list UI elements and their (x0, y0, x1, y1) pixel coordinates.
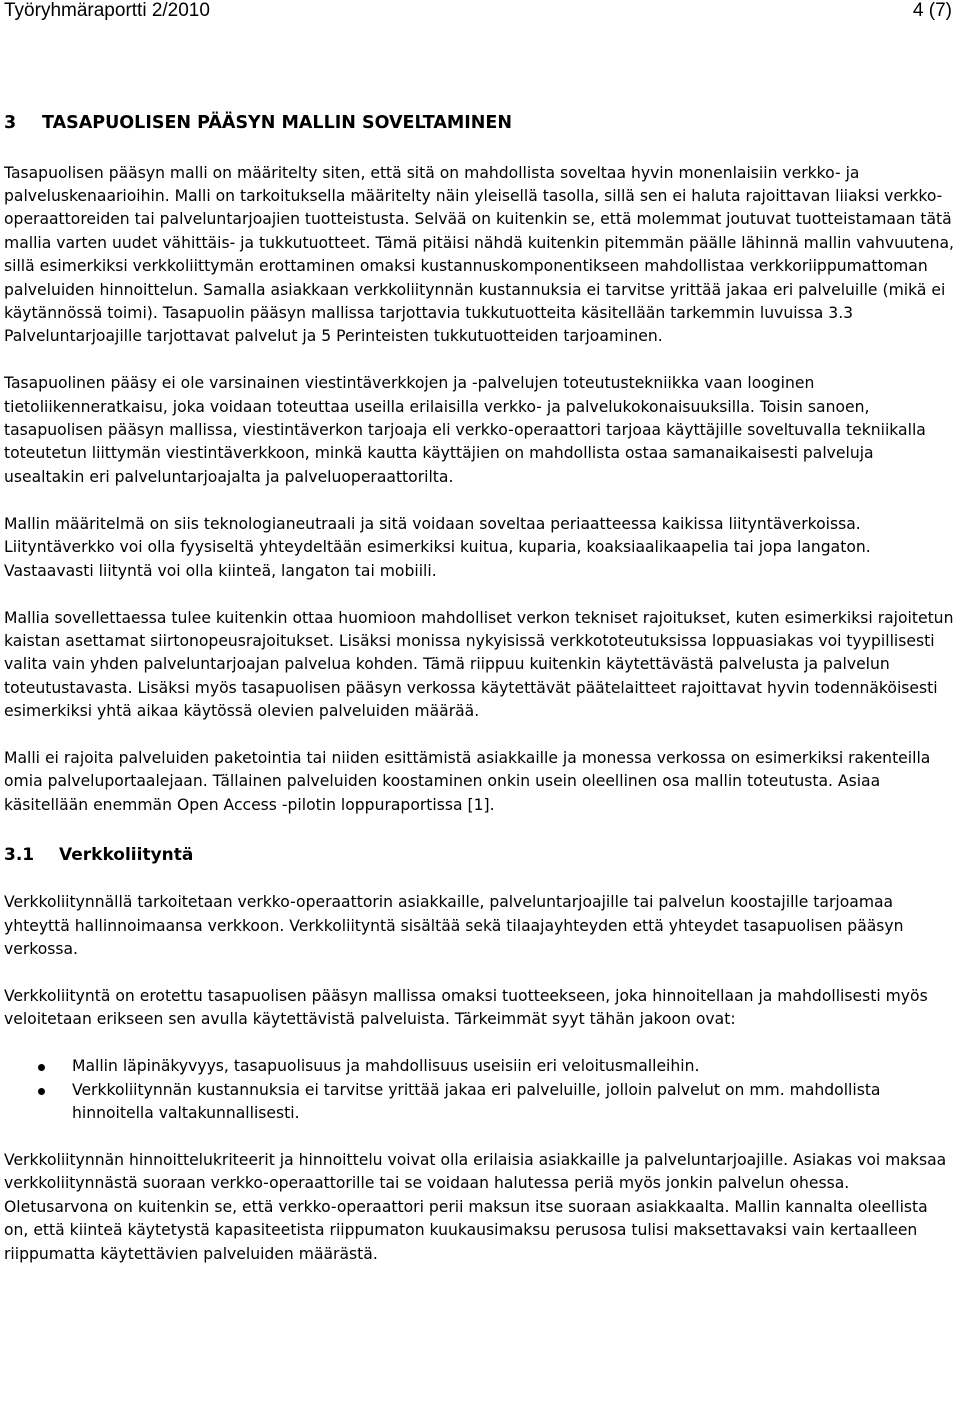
section-title: TASAPUOLISEN PÄÄSYN MALLIN SOVELTAMINEN (42, 113, 513, 133)
document-page (4, 0, 956, 1266)
bullet-list (4, 1055, 956, 1125)
document-id: Työryhmäraportti 2/2010 (4, 0, 210, 21)
list-item-text: Verkkoliitynnän kustannuksia ei tarvitse yrittää jakaa eri palveluille, jolloin palvelut on mm. mahdollista hinnoitella valtakunnallisesti. (72, 1080, 881, 1123)
subsection-title: Verkkoliityntä (59, 845, 194, 866)
page-number: 4 (7) (912, 0, 952, 21)
bullet-icon (38, 1064, 45, 1071)
list-item (4, 1079, 956, 1126)
paragraph: Mallia sovellettaessa tulee kuitenkin ottaa huomioon mahdolliset verkon tekniset rajoitukset, kuten esimerkiksi rajoitetun kaistan asettamat siirtonopeusrajoitukset. Lisäksi monissa nykyisissä verkkototeutuksissa loppuasiakas voi tyypillisesti valita vain yhden palveluntarjoajan palvelua kohden. Tämä riippuu kuitenkin käytettävästä palvelusta ja palvelun toteutustavasta. Lisäksi myös tasapuolisen pääsyn verkossa käytettävät päätelaitteet rajoittavat hyvin todennäköisesti esimerkiksi yhtä aikaa käytössä olevien palveluiden määrää. (4, 608, 954, 721)
bullet-icon (38, 1088, 45, 1095)
paragraph: Verkkoliityntä on erotettu tasapuolisen pääsyn mallissa omaksi tuotteekseen, joka hinnoitellaan ja mahdollisesti myös veloitetaan erikseen sen avulla käytettävistä palveluista. Tärkeimmät syyt tähän jakoon ovat: (4, 986, 928, 1029)
page-header (4, 0, 956, 24)
list-item-text: Mallin läpinäkyvyys, tasapuolisuus ja mahdollisuus useisiin eri veloitusmalleihin. (72, 1057, 700, 1076)
subsection-heading (4, 844, 956, 868)
paragraph: Malli ei rajoita palveluiden paketointia tai niiden esittämistä asiakkaille ja monessa verkossa on esimerkiksi rakenteilla omia palveluportaalejaan. Tällainen palveluiden koostaminen onkin usein oleellinen osa mallin toteutusta. Asiaa käsitellään enemmän Open Access -pilotin loppuraportissa [1]. (4, 749, 931, 814)
paragraph: Verkkoliitynnällä tarkoitetaan verkko-operaattorin asiakkaille, palveluntarjoajille tai palvelun koostajille tarjoamaa yhteyttä hallinnoimaansa verkkoon. Verkkoliityntä sisältää sekä tilaajayhteyden että yhteydet tasapuolisen pääsyn verkossa. (4, 893, 904, 959)
section-number: 3 (4, 113, 17, 133)
paragraph: Tasapuolinen pääsy ei ole varsinainen viestintäverkkojen ja -palvelujen toteutustekniikka vaan looginen tietoliikenneratkaisu, joka voidaan toteuttaa useilla erilaisilla verkko- ja palvelukokonaisuuksilla. Toisin sanoen, tasapuolisen pääsyn mallissa, viestintäverkon tarjoaja eli verkko-operaattori tarjoaa käyttäjille soveltuvalla tekniikalla toteutetun liittymän viestintäverkkoon, minkä kautta käyttäjien on mahdollista ostaa samanaikaisesti palveluja usealtakin eri palveluntarjoajalta ja palveluoperaattorilta. (4, 374, 926, 486)
paragraph: Tasapuolisen pääsyn malli on määritelty siten, että sitä on mahdollista soveltaa hyvin monenlaisiin verkko- ja palveluskenaarioihin. Malli on tarkoituksella määritelty näin yleisellä tasolla, sillä sen ei haluta rajoittavan liiaksi verkko-operaattoreiden tai palveluntarjoajien tuotteistusta. Selvää on kuitenkin se, että molemmat joutuvat tuotteistamaan tätä mallia varten uudet vähittäis- ja tukkutuotteet. Tämä pitäisi nähdä kuitenkin pitemmän päälle lähinnä mallin vahvuutena, sillä esimerkiksi verkkoliittymän erottaminen omaksi kustannuskomponentikseen mahdollistaa verkkoriippumattoman palveluiden hinnoittelun. Samalla asiakkaan verkkoliitynnän kustannuksia ei tarvitse yrittää jakaa eri palveluille (mikä ei käytännössä toimi). Tasapuolin pääsyn mallissa tarjottavia tukkutuotteita käsitellään tarkemmin luvuissa 3.3 Palveluntarjoajille tarjottavat palvelut ja 5 Perinteisten tukkutuotteiden tarjoaminen. (4, 163, 955, 346)
paragraph: Verkkoliitynnän hinnoittelukriteerit ja hinnoittelu voivat olla erilaisia asiakkaille ja palveluntarjoajille. Asiakas voi maksaa verkkoliitynnästä suoraan verkko-operaattorille tai se voidaan halutessa periä myös jonkin palvelun ohessa. Oletusarvona on kuitenkin se, että verkko-operaattori perii maksun itse suoraan asiakkaalta. Mallin kannalta oleellista on, että kiinteä käytetystä kapasiteetista riippumaton kuukausimaksu perusosa tulisi maksettavaksi vain kertaalleen riippumatta käytettävien palveluiden määrästä. (4, 1151, 947, 1263)
paragraph: Mallin määritelmä on siis teknologianeutraali ja sitä voidaan soveltaa periaatteessa kaikissa liityntäverkoissa. Liityntäverkko voi olla fyysiseltä yhteydeltään esimerkiksi kuitua, kuparia, koaksiaalikaapelia tai jopa langaton. Vastaavasti liityntä voi olla kiinteä, langaton tai mobiili. (4, 514, 871, 580)
section-heading (4, 112, 956, 136)
list-item (4, 1055, 956, 1078)
subsection-number: 3.1 (4, 845, 35, 866)
